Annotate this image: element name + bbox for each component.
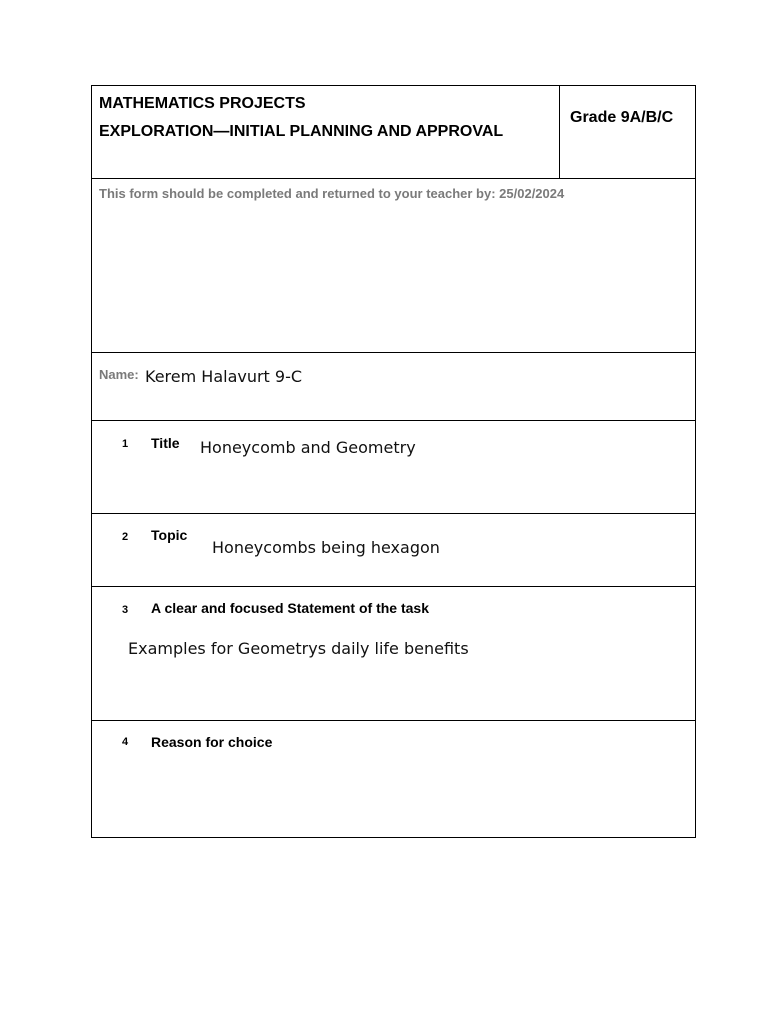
section-label: Topic — [151, 527, 188, 543]
section-reason-row[interactable] — [92, 721, 695, 837]
section-number: 1 — [122, 438, 129, 450]
section-number: 2 — [122, 531, 129, 543]
grade-label: Grade 9A/B/C — [570, 109, 674, 126]
title-cell — [92, 86, 560, 178]
section-number: 3 — [122, 604, 129, 616]
section-label: A clear and focused Statement of the task — [151, 600, 429, 616]
section-title-row[interactable] — [92, 421, 695, 514]
statement-value[interactable]: Examples for Geometrys daily life benefits — [128, 639, 469, 658]
section-number: 4 — [122, 736, 129, 748]
name-row[interactable] — [92, 353, 695, 421]
form-title: MATHEMATICS PROJECTS — [99, 95, 306, 112]
name-label: Name: — [99, 367, 139, 382]
section-topic-row[interactable] — [92, 514, 695, 587]
topic-value[interactable]: Honeycombs being hexagon — [212, 538, 440, 557]
instructions-row — [92, 179, 695, 353]
section-label: Reason for choice — [151, 734, 273, 750]
section-statement-row[interactable] — [92, 587, 695, 721]
instructions-text: This form should be completed and returned to your teacher by: 25/02/2024 — [99, 186, 565, 201]
form-header — [92, 86, 695, 179]
title-value[interactable]: Honeycomb and Geometry — [200, 438, 416, 457]
grade-cell — [560, 86, 695, 178]
planning-form — [91, 85, 696, 838]
section-label: Title — [151, 435, 180, 451]
form-subtitle: EXPLORATION—INITIAL PLANNING AND APPROVAL — [99, 123, 504, 140]
name-value[interactable]: Kerem Halavurt 9-C — [145, 367, 303, 386]
